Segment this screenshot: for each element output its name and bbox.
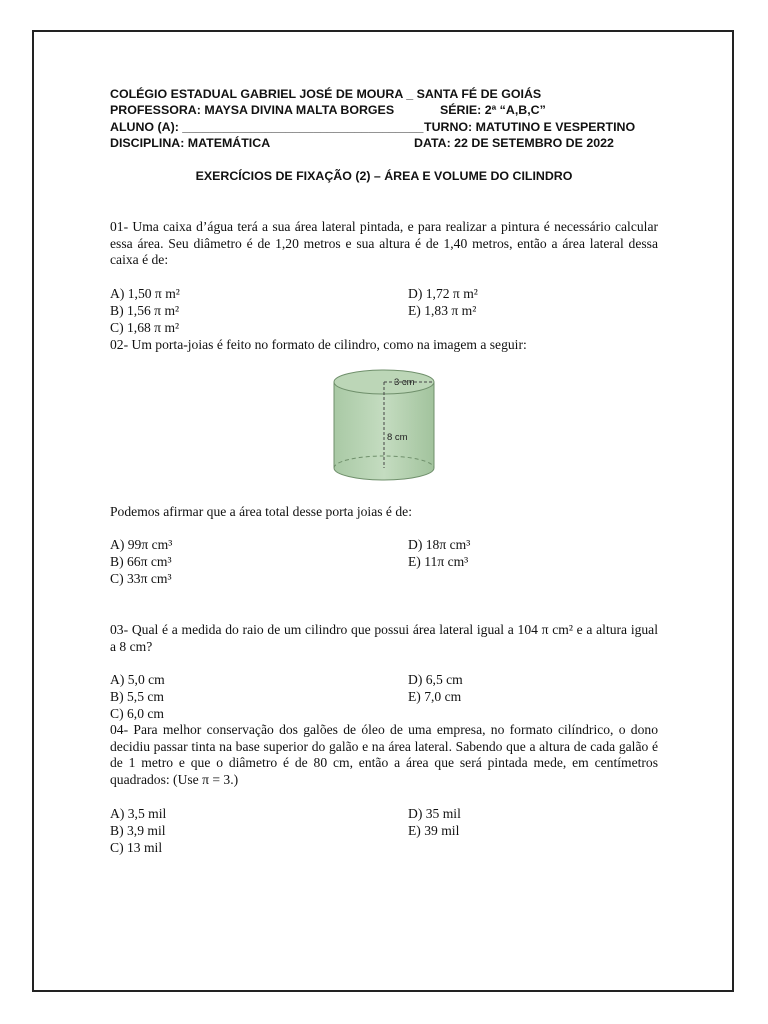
question-4-text: 04- Para melhor conservação dos galões de óleo de uma empresa, no formato cilíndrico, o dono decidiu passar tinta na base superior do galão e na área lateral. Sabendo que a altura de cada galão é de 1 metro e que o diâmetro é de 80 cm, então a área que será pintada mede, em centímetros quadrados: (Use π = 3.): [110, 722, 658, 788]
cylinder-figure: [328, 368, 440, 486]
question-2-text: 02- Um porta-joias é feito no formato de cilindro, como na imagem a seguir:: [110, 337, 527, 352]
q1-option-b: B) 1,56 π m²: [110, 303, 180, 318]
school-name: COLÉGIO ESTADUAL GABRIEL JOSÉ DE MOURA _ SANTA FÉ DE GOIÁS: [110, 87, 542, 101]
height-label: 8 cm: [387, 432, 408, 443]
q3-option-d: D) 6,5 cm: [408, 672, 463, 687]
q2-option-e: E) 11π cm³: [408, 554, 469, 569]
q1-option-c: C) 1,68 π m²: [110, 320, 180, 335]
q4-option-c: C) 13 mil: [110, 840, 163, 855]
q2-option-d: D) 18π cm³: [408, 537, 471, 552]
q1-option-d: D) 1,72 π m²: [408, 286, 478, 301]
q4-option-d: D) 35 mil: [408, 806, 461, 821]
question-3-text: 03- Qual é a medida do raio de um cilindro que possui área lateral igual a 104 π cm² e a altura igual a 8 cm?: [110, 622, 658, 654]
q2-option-a: A) 99π cm³: [110, 537, 173, 552]
q1-option-a: A) 1,50 π m²: [110, 286, 180, 301]
q3-option-b: B) 5,5 cm: [110, 689, 164, 704]
grade-series: SÉRIE: 2ª “A,B,C”: [440, 103, 546, 117]
q4-option-b: B) 3,9 mil: [110, 823, 166, 838]
q2-option-b: B) 66π cm³: [110, 554, 172, 569]
subject-info: DISCIPLINA: MATEMÁTICA: [110, 136, 271, 150]
cylinder-body: [334, 382, 434, 480]
page-title: EXERCÍCIOS DE FIXAÇÃO (2) – ÁREA E VOLUME DO CILINDRO: [195, 169, 573, 183]
student-name-field: ALUNO (A): ___________________________________: [110, 120, 424, 134]
shift-info: TURNO: MATUTINO E VESPERTINO: [424, 120, 636, 134]
q4-option-a: A) 3,5 mil: [110, 806, 167, 821]
q3-option-a: A) 5,0 cm: [110, 672, 165, 687]
question-2-prompt: Podemos afirmar que a área total desse porta joias é de:: [110, 504, 412, 519]
q3-option-e: E) 7,0 cm: [408, 689, 462, 704]
radius-label: 3 cm: [394, 377, 415, 388]
teacher-name: PROFESSORA: MAYSA DIVINA MALTA BORGES: [110, 103, 395, 117]
q2-option-c: C) 33π cm³: [110, 571, 172, 586]
q3-option-c: C) 6,0 cm: [110, 706, 164, 721]
q1-option-e: E) 1,83 π m²: [408, 303, 477, 318]
q4-option-e: E) 39 mil: [408, 823, 460, 838]
date-info: DATA: 22 DE SETEMBRO DE 2022: [414, 136, 614, 150]
question-1-text: 01- Uma caixa d’água terá a sua área lateral pintada, e para realizar a pintura é necessário calcular essa área. Seu diâmetro é de 1,20 metros e sua altura é de 1,40 metros, então a área lateral dessa caixa é de:: [110, 219, 658, 268]
